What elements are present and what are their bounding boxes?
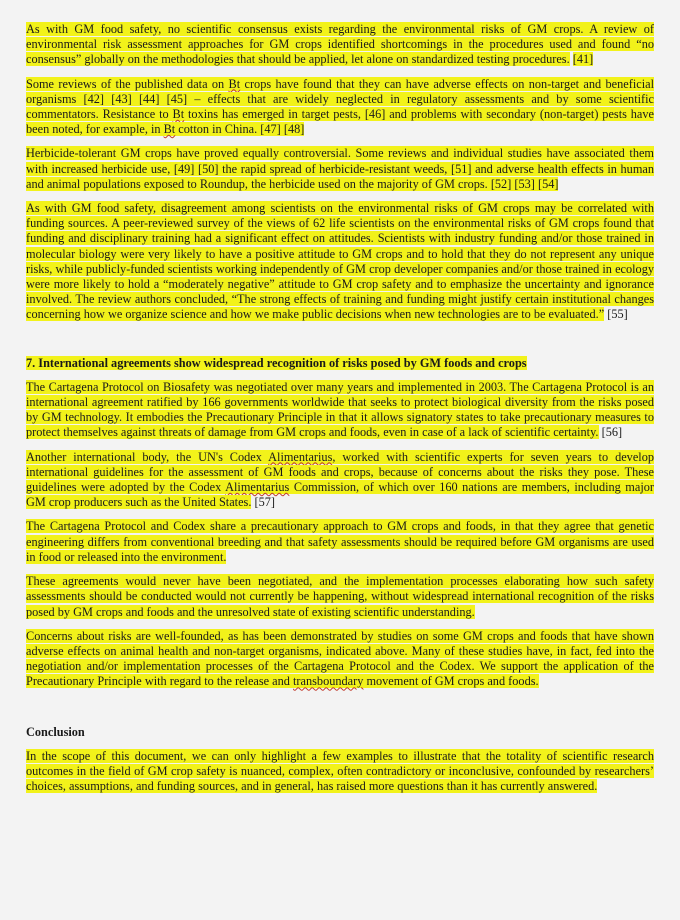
section-heading: 7. International agreements show widespread recognition of risks posed by GM foods and crops: [26, 355, 527, 370]
reference-link[interactable]: [53]: [514, 176, 535, 191]
spell-flagged-word: transboundary: [293, 674, 364, 689]
conclusion-heading: Conclusion: [26, 724, 85, 739]
highlighted-text: As with GM food safety, disagreement among scientists on the environmental risks of GM crops may be correlated with funding sources. A peer-reviewed survey of the views of 62 life scientists on the environmental risks of GM crops found that funding and disciplinary training had a significant effect on attitudes. Scientists with industry funding and/or those trained in molecular biology were very likely to have a positive attitude to GM crops and to hold that they do not represent any unique risks, while publicly-funded scientists working independently of GM crop developer companies and/or those trained in ecology were more likely to hold a “moderately negative” attitude to GM crop safety and to emphasize the uncertainty and ignorance involved. The review authors concluded, “The strong effects of training and funding might justify certain institutional changes concerning how we organize science and how we make public decisions when new technologies are to be evaluated.”: [26, 201, 654, 322]
reference-link[interactable]: [52]: [490, 176, 512, 191]
highlighted-text: As with GM food safety, no scientific consensus exists regarding the environmental risks of GM crops. A review of environmental risk assessment approaches for GM crops identified shortcomings in the procedures used and found “no consensus” globally on the methodologies that should be applied, let alone on standardized testing procedures.: [26, 22, 654, 67]
highlighted-text: Herbicide-tolerant GM crops have proved equally controversial. Some reviews and individual studies have associated them with increased herbicide use, [49] [50] the rapid spread of herbicide-resistant weeds, [51] and adverse health effects in human and animal populations exposed to Roundup, the herbicide used on the majority of GM crops. [52] [53] [54]: [26, 146, 654, 191]
paragraph-well-founded-concerns: [26, 629, 654, 690]
reference-link[interactable]: [55]: [607, 307, 628, 322]
paragraph-agreements-recognition: [26, 574, 654, 620]
reference-link[interactable]: [43]: [111, 91, 132, 106]
spell-flagged-word: Bt: [163, 122, 176, 137]
section-spacer: [26, 332, 654, 356]
highlighted-text: Some reviews of the published data on Bt crops have found that they can have adverse effects on non-target and beneficial organisms [42] [43] [44] [45] – effects that are widely neglected in regulatory assessments and by some scientific commentators. Resistance to Bt toxins has emerged in target pests, [46] and problems with secondary (non-target) pests have been noted, for example, in Bt cotton in China. [47] [48]: [26, 76, 655, 137]
paragraph-funding-sources: [26, 201, 654, 323]
spell-flagged-word: Bt: [228, 76, 241, 91]
highlighted-text: The Cartagena Protocol on Biosafety was negotiated over many years and implemented in 2003. The Cartagena Protocol is an international agreement ratified by 166 governments worldwide that seeks to protect biological diversity from the risks posed by GM technology. It embodies the Precautionary Principle in that it allows signatory states to take precautionary measures to protect themselves against threats of damage from GM crops and foods, even in case of a lack of scientific certainty.: [26, 379, 654, 440]
reference-link[interactable]: [51]: [450, 161, 472, 176]
reference-link[interactable]: [50]: [198, 161, 219, 176]
reference-link[interactable]: [54]: [537, 176, 559, 191]
spell-flagged-word: Alimentarius: [225, 480, 290, 495]
section-spacer: [26, 699, 654, 725]
paragraph-bt-crops: [26, 77, 654, 138]
highlighted-text: The Cartagena Protocol and Codex share a precautionary approach to GM crops and foods, in that they agree that genetic engineering differs from conventional breeding and that safety assessments should be required before GM organisms are used in food or released into the environment.: [26, 519, 654, 564]
highlighted-text: In the scope of this document, we can only highlight a few examples to illustrate that the totality of scientific research outcomes in the field of GM crop safety is nuanced, complex, often contradictory or inconclusive, confounded by researchers’ choices, assumptions, and funding sources, and in general, has raised more questions than it has currently answered.: [26, 748, 654, 794]
reference-link[interactable]: [56]: [601, 425, 623, 440]
reference-link[interactable]: [47]: [260, 122, 281, 137]
reference-link[interactable]: [45]: [166, 91, 188, 106]
spell-flagged-word: Alimentarius: [268, 449, 333, 464]
reference-link[interactable]: [44]: [138, 91, 160, 106]
reference-link[interactable]: [41]: [572, 52, 594, 67]
paragraph-conclusion: [26, 749, 654, 795]
reference-link[interactable]: [49]: [173, 161, 195, 176]
reference-link[interactable]: [42]: [83, 91, 105, 106]
unhighlighted-word: the: [419, 659, 435, 674]
reference-link[interactable]: [46]: [364, 107, 386, 122]
highlighted-text: These agreements would never have been negotiated, and the implementation processes elaborating how such safety assessments should be conducted would not currently be happening, without widespread international recognition of the risks posed by GM crops and foods and the unresolved state of existing scientific understanding.: [26, 574, 654, 619]
highlighted-text: Another international body, the UN's Codex Alimentarius, worked with scientific experts for seven years to develop international guidelines for the assessment of GM foods and crops, because of concerns about the risks they pose. These guidelines were adopted by the Codex Alimentarius Commission, of which over 160 nations are members, including major GM crop producers such as the United States.: [26, 449, 654, 510]
reference-link[interactable]: [57]: [254, 495, 275, 510]
spell-flagged-word: Bt: [172, 107, 185, 122]
reference-link[interactable]: [48]: [283, 122, 305, 137]
highlighted-text: Concerns about risks are well-founded, as has been demonstrated by studies on some GM crops and foods that have shown adverse effects on animal health and non-target organisms, indicated above. Many of these studies have, in fact, fed into the negotiation and/or implementation processes of the Cartagena Protocol and the Codex. We support the application of the Precautionary Principle with regard to the release and transboundary movement of GM crops and foods.: [26, 628, 654, 689]
paragraph-codex-alimentarius: [26, 450, 654, 511]
paragraph-herbicide-tolerant: [26, 146, 654, 192]
paragraph-cartagena-protocol: [26, 380, 654, 441]
paragraph-precautionary-approach: [26, 519, 654, 565]
paragraph-environmental-consensus: [26, 22, 654, 68]
